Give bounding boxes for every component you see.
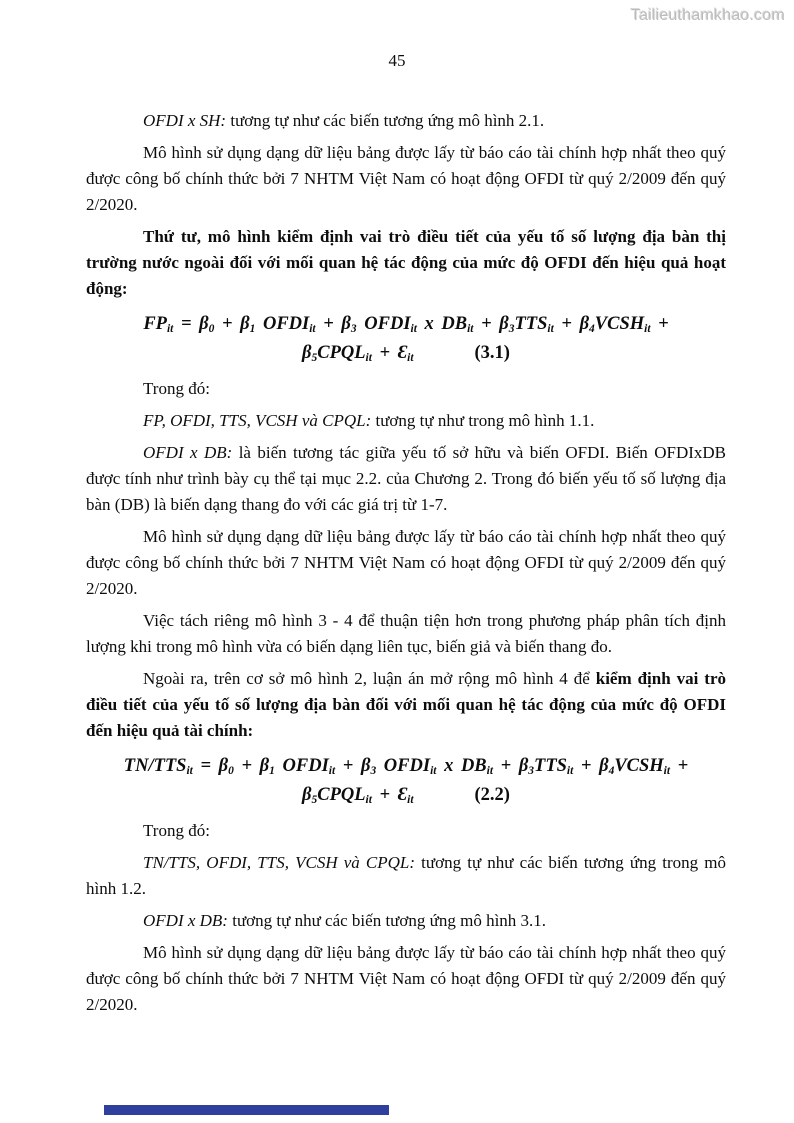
page-number: 45 <box>388 51 406 70</box>
equation-token: $VCSH_{it}$ <box>614 756 671 777</box>
text-segment: Mô hình sử dụng dạng dữ liệu bảng được lấy từ báo cáo tài chính hợp nhất theo quý được công bố chính thức bởi 7 NHTM Việt Nam có hoạt động OFDI từ quý 2/2009 đến quý 2/2020. <box>86 143 726 214</box>
equation-token: $OFDI_{it}$ <box>255 314 316 335</box>
equation-token: $OFDI_{it}$ <box>274 756 336 777</box>
text-segment: tương tự như các biến tương ứng mô hình 3.1. <box>227 911 547 930</box>
equation-line <box>86 781 726 810</box>
text-segment: Mô hình sử dụng dạng dữ liệu bảng được lấy từ báo cáo tài chính hợp nhất theo quý được công bố chính thức bởi 7 NHTM Việt Nam có hoạt động OFDI từ quý 2/2009 đến quý 2/2020. <box>86 527 726 598</box>
equation-token: $\beta_1$ <box>259 756 275 777</box>
equation-token: + <box>315 314 342 334</box>
equation-token: = <box>192 756 219 776</box>
text-segment: tương tự như trong mô hình 1.1. <box>371 411 595 430</box>
equation-token: $\beta_5$ <box>302 343 318 364</box>
equation-token: + <box>371 785 398 805</box>
text-segment: kiểm định vai trò điều tiết của yếu tố số lượng địa bàn đối với mối quan hệ tác động của mức độ OFDI đến hiệu quả tài chính: <box>86 669 726 740</box>
equation-token: + <box>493 756 519 776</box>
text-segment: Ngoài ra, trên cơ sở mô hình 2, luận án mở rộng mô hình 4 để <box>143 669 596 688</box>
equation-token: + <box>233 756 260 776</box>
equation-token: $CPQL_{it}$ <box>317 785 372 806</box>
equation-token: $\beta_3$ <box>341 314 357 335</box>
equation-token: $\beta_1$ <box>240 314 256 335</box>
text-segment: OFDI x DB: <box>143 443 233 462</box>
equation-3.1 <box>86 310 726 368</box>
equation-token: $CPQL_{it}$ <box>317 343 372 364</box>
paragraph-ngoai-ra <box>86 666 726 744</box>
equation-token: $Ɛ_{it}$ <box>397 343 414 364</box>
equation-token: $\beta_3$ <box>518 756 535 777</box>
equation-token: + <box>335 756 361 776</box>
equation-token: $TTS_{it}$ <box>514 314 554 335</box>
equation-token: (2.2) <box>413 785 510 805</box>
equation-line <box>86 310 726 339</box>
paragraph-ofdi-sh <box>86 108 726 134</box>
equation-token: + <box>473 314 500 334</box>
equation-token: x $DB_{it}$ <box>436 756 494 777</box>
equation-line <box>86 752 726 781</box>
text-segment: tương tự như các biến tương ứng mô hình 2.1. <box>226 111 545 130</box>
paragraph-ofdi-db-definition <box>86 440 726 518</box>
equation-token: $VCSH_{it}$ <box>594 314 651 335</box>
footer-bar <box>104 1105 389 1115</box>
equation-token: + <box>650 314 669 334</box>
text-segment: OFDI x SH: <box>143 111 227 130</box>
equation-token: $\beta_0$ <box>199 314 215 335</box>
equation-token: + <box>553 314 580 334</box>
paragraph-data-source-3 <box>86 940 726 1018</box>
text-segment: Trong đó: <box>143 379 210 398</box>
watermark: Tailieuthamkhao.com <box>630 7 785 24</box>
equation-token: $\beta_3$ <box>360 756 377 777</box>
equation-token: $FP_{it}$ <box>143 314 174 335</box>
text-segment: FP, OFDI, TTS, VCSH và CPQL: <box>143 411 372 430</box>
paragraph-data-source-2 <box>86 524 726 602</box>
equation-token: $OFDI_{it}$ <box>376 756 437 777</box>
paragraph-data-source-1 <box>86 140 726 218</box>
paragraph-thu-tu <box>86 224 726 302</box>
equation-token: $TN/TTS_{it}$ <box>123 756 193 777</box>
text-segment: OFDI x DB: <box>143 911 228 930</box>
equation-token: $\beta_5$ <box>302 785 318 806</box>
equation-token: + <box>371 343 398 363</box>
document-content <box>86 108 726 1018</box>
equation-token: $TTS_{it}$ <box>534 756 574 777</box>
equation-token: $\beta_0$ <box>218 756 234 777</box>
text-segment: Mô hình sử dụng dạng dữ liệu bảng được lấy từ báo cáo tài chính hợp nhất theo quý được công bố chính thức bởi 7 NHTM Việt Nam có hoạt động OFDI từ quý 2/2009 đến quý 2/2020. <box>86 943 726 1014</box>
equation-token: $OFDI_{it}$ <box>356 314 417 335</box>
equation-token: = <box>173 314 200 334</box>
equation-token: $\beta_4$ <box>579 314 595 335</box>
paragraph-trong-do-2 <box>86 818 726 844</box>
paragraph-viec-tach-rieng <box>86 608 726 660</box>
text-segment: là biến tương tác giữa yếu tố sở hữu và biến OFDI. Biến OFDIxDB được tính như trình bày cụ thể tại mục 2.2. của Chương 2. Trong đó biến yếu tố số lượng địa bàn (DB) là biến dạng thang đo với các giá trị từ 1-7. <box>86 443 726 514</box>
equation-token: $Ɛ_{it}$ <box>397 785 414 806</box>
equation-token: + <box>670 756 689 776</box>
text-segment: Trong đó: <box>143 821 210 840</box>
equation-2.2 <box>86 752 726 810</box>
equation-token: + <box>214 314 241 334</box>
text-segment: Thứ tư, mô hình kiểm định vai trò điều tiết của yếu tố số lượng địa bàn thị trường nước ngoài đối với mối quan hệ tác động của mức độ OFDI đến hiệu quả hoạt động: <box>86 227 726 298</box>
equation-token: $\beta_4$ <box>599 756 615 777</box>
equation-token: x $DB_{it}$ <box>416 314 474 335</box>
paragraph-tntts-vars <box>86 850 726 902</box>
equation-token: + <box>573 756 600 776</box>
text-segment: tương tự như các biến tương ứng trong mô hình 1.2. <box>86 853 726 898</box>
equation-token: $\beta_3$ <box>499 314 515 335</box>
paragraph-trong-do-1 <box>86 376 726 402</box>
equation-line <box>86 339 726 368</box>
equation-token: (3.1) <box>413 343 510 363</box>
paragraph-ofdi-db-ref <box>86 908 726 934</box>
text-segment: Việc tách riêng mô hình 3 - 4 để thuận tiện hơn trong phương pháp phân tích định lượng khi trong mô hình vừa có biến dạng liên tục, biến giả và biến thang đo. <box>86 611 726 656</box>
paragraph-fp-vars <box>86 408 726 434</box>
text-segment: TN/TTS, OFDI, TTS, VCSH và CPQL: <box>143 853 416 872</box>
